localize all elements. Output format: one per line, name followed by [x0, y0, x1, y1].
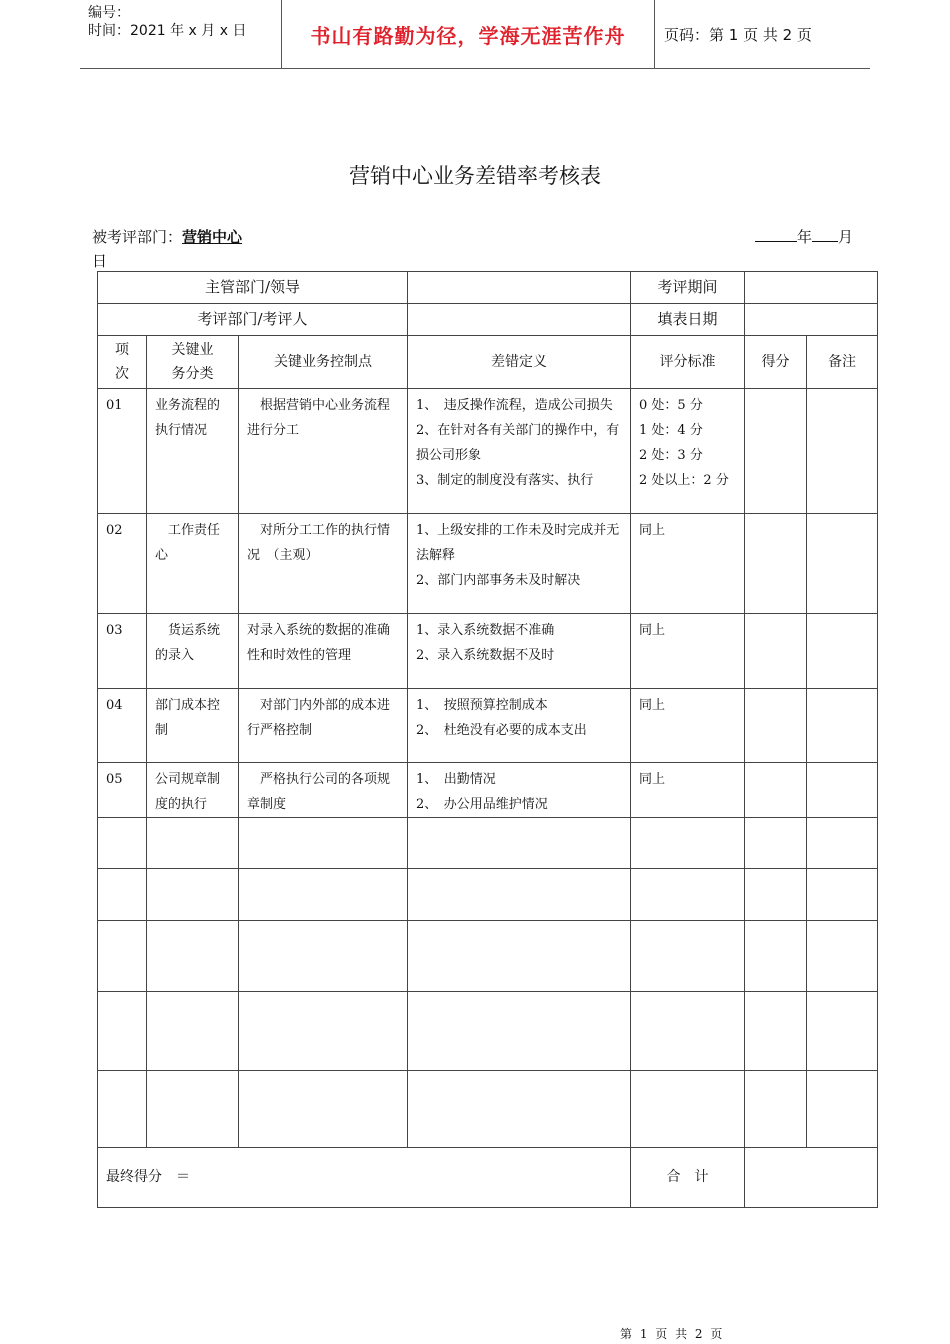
- date-line: [755, 226, 853, 247]
- table-row: [98, 514, 878, 614]
- category-cell: 货运系统的录入: [147, 614, 239, 689]
- col-scoring: 评分标准: [631, 336, 745, 389]
- supervisor-label: 主管部门/领导: [98, 272, 408, 304]
- control-cell: 根据营销中心业务流程进行分工: [239, 389, 408, 514]
- item-no: 05: [98, 763, 147, 818]
- evaluated-dept: [92, 226, 242, 247]
- day-label: 日: [92, 252, 108, 270]
- supervisor-row: [98, 272, 878, 304]
- score-cell[interactable]: [745, 689, 807, 763]
- item-no: 02: [98, 514, 147, 614]
- empty-row: [98, 921, 878, 992]
- table-row: [98, 389, 878, 514]
- number-label: 编号：: [88, 5, 130, 21]
- total-label: 合 计: [631, 1148, 745, 1208]
- page-header: [80, 0, 870, 69]
- table-row: [98, 614, 878, 689]
- total-value[interactable]: [745, 1148, 878, 1208]
- score-cell[interactable]: [745, 389, 807, 514]
- category-cell: 工作责任心: [147, 514, 239, 614]
- col-item: 项 次: [98, 336, 147, 389]
- table-row: [98, 763, 878, 818]
- remarks-cell[interactable]: [807, 763, 878, 818]
- time-label: 时间：2021 年 x 月 x 日: [88, 23, 247, 39]
- col-category: 关键业 务分类: [147, 336, 239, 389]
- item-no: 04: [98, 689, 147, 763]
- score-cell[interactable]: [745, 614, 807, 689]
- evaluation-table: [97, 271, 878, 1208]
- remarks-cell[interactable]: [807, 614, 878, 689]
- item-no: 03: [98, 614, 147, 689]
- month-label: 月: [838, 228, 854, 246]
- dept-value: 营销中心: [182, 228, 243, 246]
- evaluator-label: 考评部门/考评人: [98, 304, 408, 336]
- year-label: 年: [797, 228, 813, 246]
- error-cell: 1、上级安排的工作未及时完成并无法解释 2、部门内部事务未及时解决: [408, 514, 631, 614]
- category-cell: 部门成本控制: [147, 689, 239, 763]
- fill-date-value[interactable]: [745, 304, 878, 336]
- error-cell: 1、 出勤情况 2、 办公用品维护情况: [408, 763, 631, 818]
- scoring-cell: 同上: [631, 689, 745, 763]
- remarks-cell[interactable]: [807, 514, 878, 614]
- scoring-cell: 同上: [631, 763, 745, 818]
- final-score-row: [98, 1148, 878, 1208]
- control-cell: 对录入系统的数据的准确性和时效性的管理: [239, 614, 408, 689]
- header-meta: [88, 4, 278, 40]
- table-row: [98, 689, 878, 763]
- page-footer: 第 1 页 共 2 页: [620, 1327, 725, 1341]
- col-control-point: 关键业务控制点: [239, 336, 408, 389]
- error-cell: 1、录入系统数据不准确 2、录入系统数据不及时: [408, 614, 631, 689]
- col-remarks: 备注: [807, 336, 878, 389]
- score-cell[interactable]: [745, 514, 807, 614]
- item-no: 01: [98, 389, 147, 514]
- control-cell: 对所分工工作的执行情况 （主观）: [239, 514, 408, 614]
- remarks-cell[interactable]: [807, 389, 878, 514]
- year-blank: [755, 227, 797, 242]
- document-title: 营销中心业务差错率考核表: [349, 164, 601, 188]
- supervisor-value[interactable]: [408, 272, 631, 304]
- evaluator-row: [98, 304, 878, 336]
- control-cell: 对部门内外部的成本进行严格控制: [239, 689, 408, 763]
- month-blank: [812, 227, 838, 242]
- empty-row: [98, 992, 878, 1071]
- category-cell: 公司规章制度的执行: [147, 763, 239, 818]
- final-score-label: 最终得分 ＝: [98, 1148, 631, 1208]
- column-header-row: [98, 336, 878, 389]
- error-cell: 1、 按照预算控制成本 2、 杜绝没有必要的成本支出: [408, 689, 631, 763]
- score-cell[interactable]: [745, 763, 807, 818]
- empty-row: [98, 1071, 878, 1148]
- header-motto: 书山有路勤为径，学海无涯苦作舟: [310, 24, 626, 48]
- control-cell: 严格执行公司的各项规章制度: [239, 763, 408, 818]
- empty-row: [98, 818, 878, 869]
- page-code: 页码：第 1 页 共 2 页: [664, 26, 812, 44]
- scoring-cell: 同上: [631, 514, 745, 614]
- remarks-cell[interactable]: [807, 689, 878, 763]
- error-cell: 1、 违反操作流程，造成公司损失 2、在针对各有关部门的操作中，有损公司形象 3、制定的制度没有落实、执行: [408, 389, 631, 514]
- col-error-definition: 差错定义: [408, 336, 631, 389]
- fill-date-label: 填表日期: [631, 304, 745, 336]
- empty-row: [98, 869, 878, 921]
- header-divider: [654, 0, 655, 68]
- dept-label: 被考评部门：: [92, 228, 183, 246]
- scoring-cell: 同上: [631, 614, 745, 689]
- category-cell: 业务流程的执行情况: [147, 389, 239, 514]
- period-value[interactable]: [745, 272, 878, 304]
- evaluator-value[interactable]: [408, 304, 631, 336]
- period-label: 考评期间: [631, 272, 745, 304]
- scoring-cell: 0 处：5 分 1 处：4 分 2 处：3 分 2 处以上：2 分: [631, 389, 745, 514]
- col-score: 得分: [745, 336, 807, 389]
